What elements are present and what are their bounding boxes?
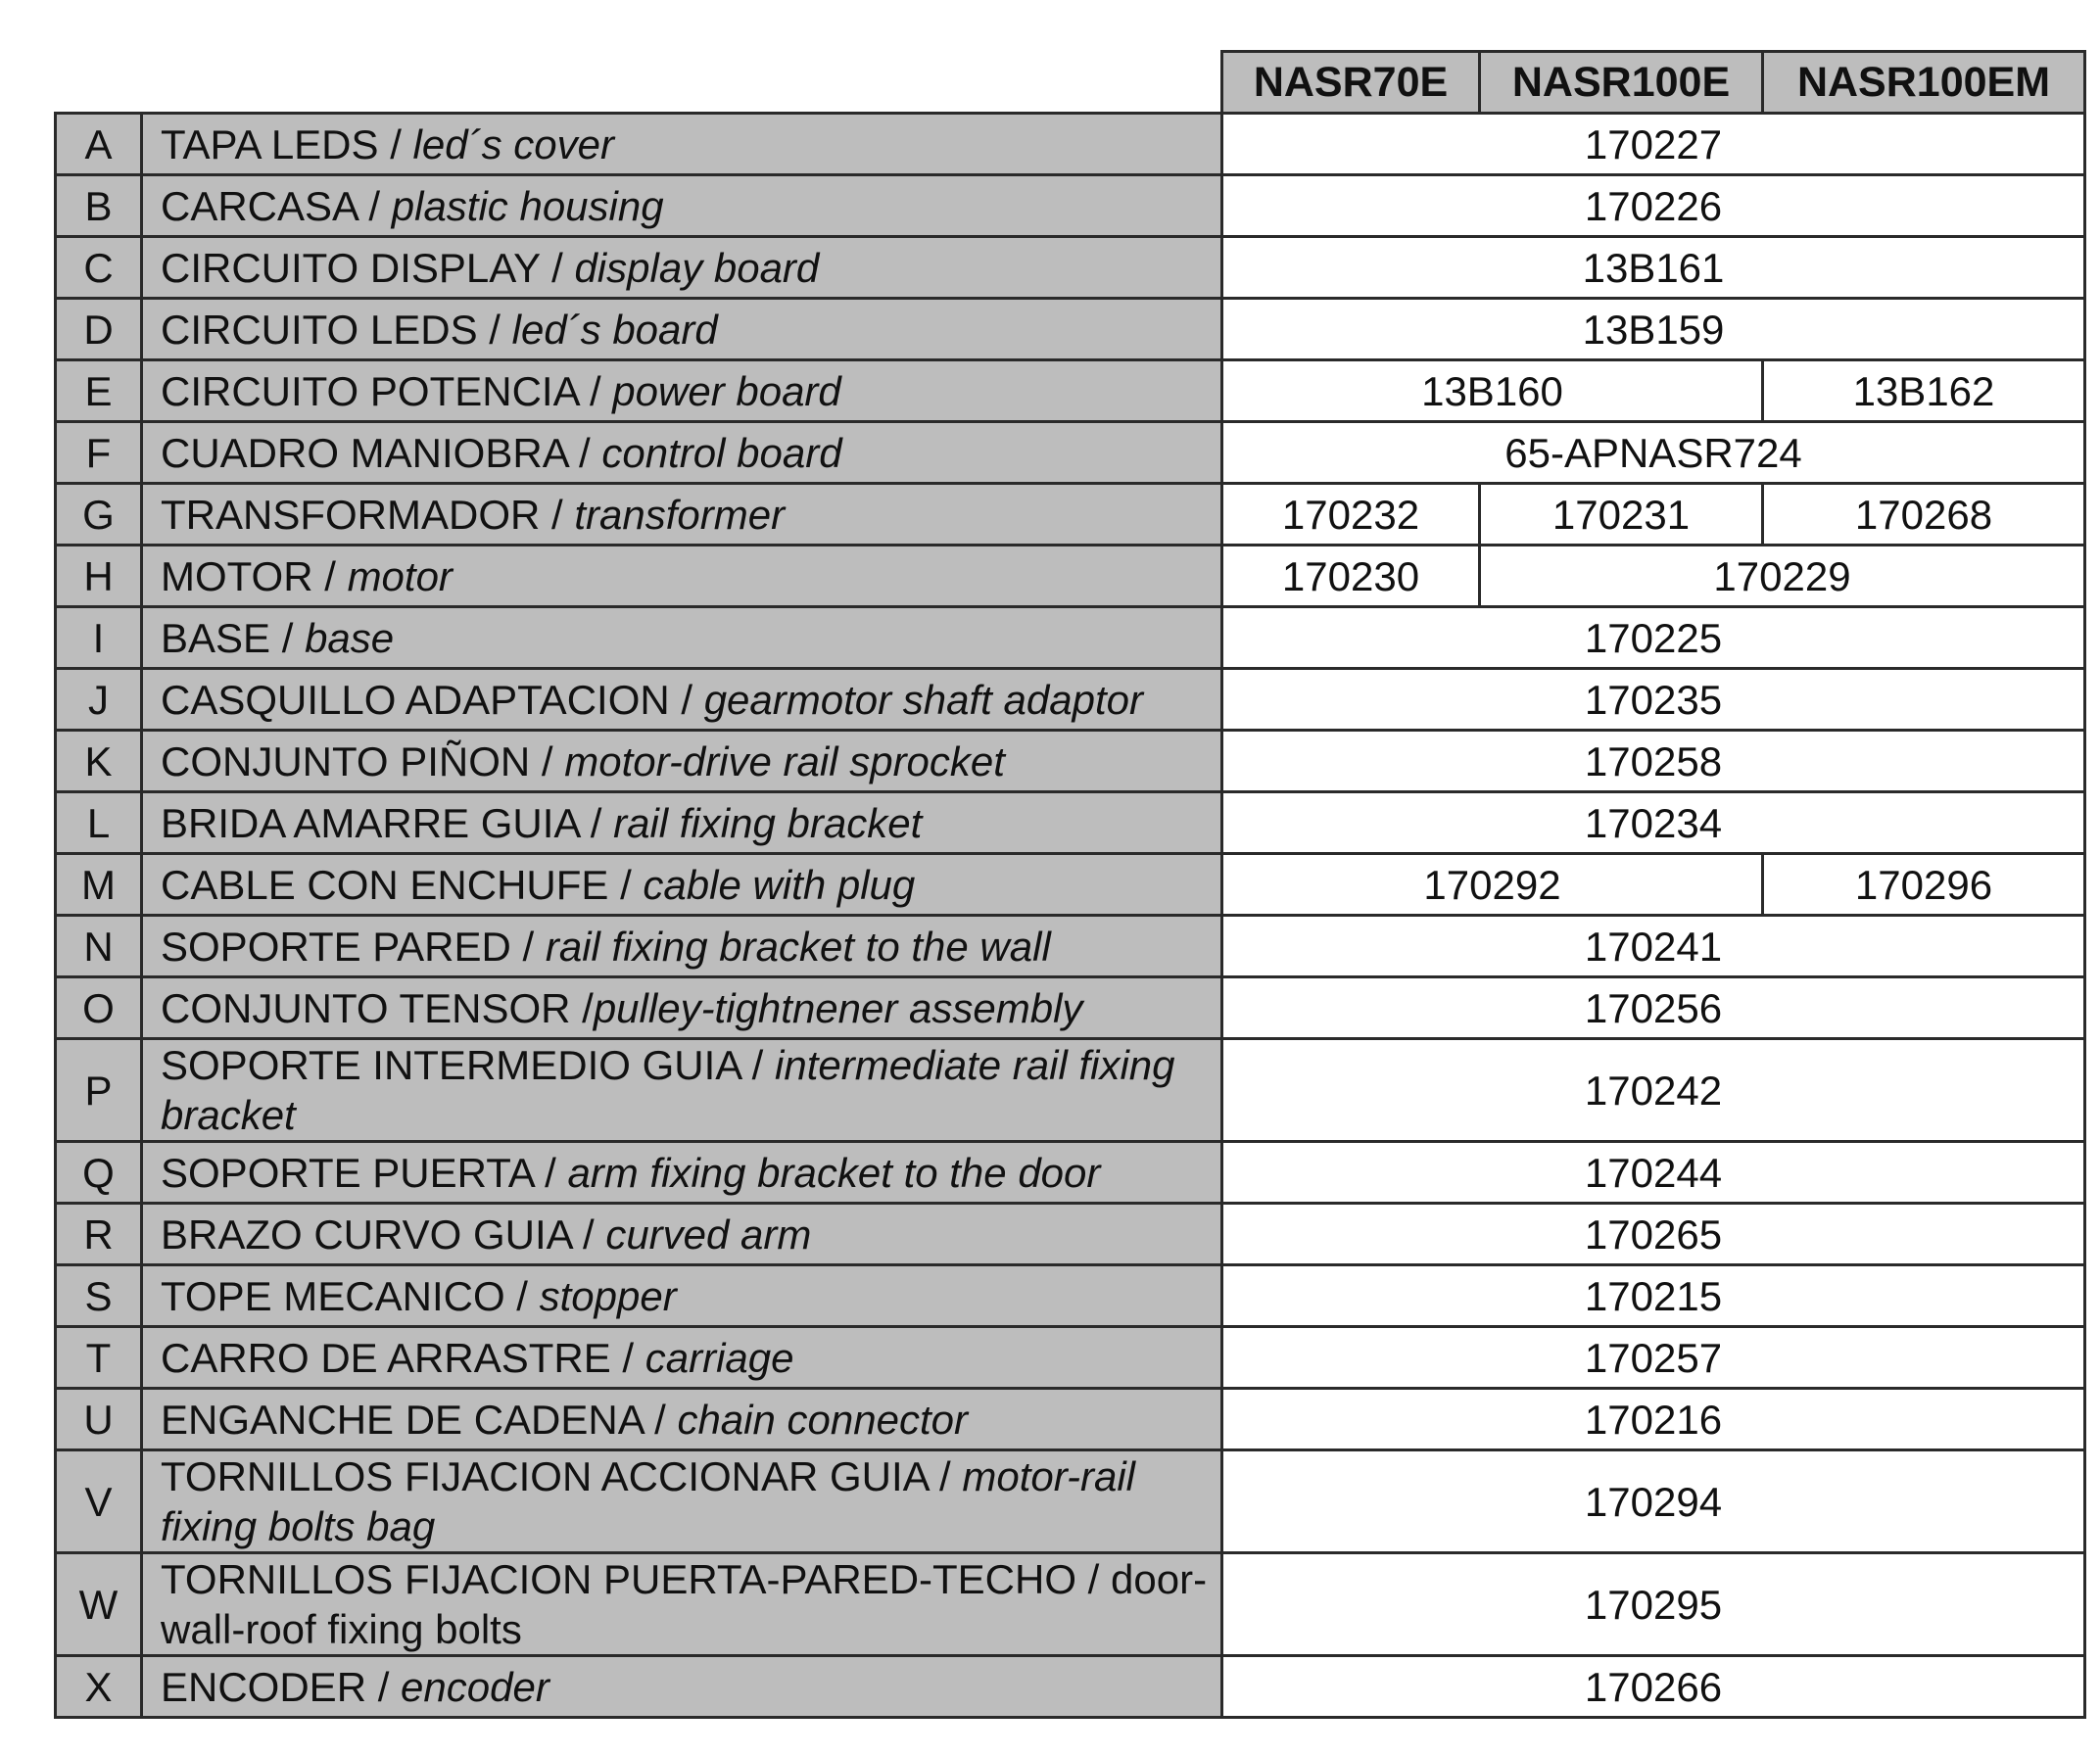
part-name-en: curved arm [605, 1211, 812, 1258]
part-description [142, 1327, 1222, 1389]
part-name-es: TAPA LEDS / [161, 120, 413, 167]
part-letter: V [56, 1450, 142, 1553]
part-code: 170227 [1222, 114, 2085, 175]
part-code: 13B159 [1222, 299, 2085, 360]
part-name-es: ENGANCHE DE CADENA / [161, 1396, 678, 1443]
part-name-es: BRIDA AMARRE GUIA / [161, 799, 614, 846]
part-name-en: rail fixing bracket to the wall [545, 923, 1051, 970]
part-name-en: chain connector [677, 1396, 968, 1443]
part-code: 170226 [1222, 175, 2085, 237]
part-code: 170266 [1222, 1656, 2085, 1718]
part-code: 170235 [1222, 669, 2085, 731]
part-code: 170242 [1222, 1039, 2085, 1142]
part-code: 170294 [1222, 1450, 2085, 1553]
part-letter: J [56, 669, 142, 731]
table-row [56, 299, 2085, 360]
part-name-es: CONJUNTO PIÑON / [161, 737, 565, 784]
part-name-en: base [305, 614, 395, 661]
part-description [142, 1389, 1222, 1450]
part-code: 13B161 [1222, 237, 2085, 299]
part-description [142, 360, 1222, 422]
part-name-es: TORNILLOS FIJACION PUERTA-PARED-TECHO / door-wall-roof fixing bolts [161, 1556, 1208, 1652]
header-spacer [56, 52, 1222, 114]
part-code: 170292 [1222, 854, 1763, 916]
part-name-en: gearmotor shaft adaptor [703, 676, 1143, 723]
part-name-es: CARRO DE ARRASTRE / [161, 1334, 645, 1381]
part-description [142, 299, 1222, 360]
part-description [142, 916, 1222, 977]
table-row [56, 1450, 2085, 1553]
part-code: 170296 [1763, 854, 2085, 916]
table-row [56, 360, 2085, 422]
header-row [56, 52, 2085, 114]
part-name-es: TORNILLOS FIJACION ACCIONAR GUIA / [161, 1453, 963, 1499]
part-description [142, 792, 1222, 854]
part-name-es: BASE / [161, 614, 306, 661]
table-row [56, 1327, 2085, 1389]
part-description [142, 669, 1222, 731]
part-name-en: plastic housing [391, 182, 664, 229]
table-row [56, 792, 2085, 854]
part-description [142, 977, 1222, 1039]
part-description [142, 422, 1222, 484]
part-code: 170256 [1222, 977, 2085, 1039]
part-description [142, 1039, 1222, 1142]
part-name-es: TRANSFORMADOR / [161, 491, 575, 538]
part-code: 170295 [1222, 1553, 2085, 1656]
model-header: NASR100E [1480, 52, 1763, 114]
part-name-en: carriage [644, 1334, 794, 1381]
part-letter: U [56, 1389, 142, 1450]
table-row [56, 607, 2085, 669]
part-code: 170225 [1222, 607, 2085, 669]
table-row [56, 422, 2085, 484]
table-row [56, 1204, 2085, 1265]
part-letter: D [56, 299, 142, 360]
part-name-en: cable with plug [643, 861, 916, 908]
part-description [142, 175, 1222, 237]
part-letter: T [56, 1327, 142, 1389]
part-name-en: control board [601, 429, 842, 476]
part-code: 65-APNASR724 [1222, 422, 2085, 484]
part-letter: H [56, 546, 142, 607]
table-row [56, 114, 2085, 175]
part-description [142, 114, 1222, 175]
part-name-es: BRAZO CURVO GUIA / [161, 1211, 606, 1258]
part-name-es: CIRCUITO DISPLAY / [161, 244, 575, 291]
part-description [142, 1142, 1222, 1204]
model-header: NASR100EM [1763, 52, 2085, 114]
part-letter: Q [56, 1142, 142, 1204]
part-name-en: motor-drive rail sprocket [564, 737, 1005, 784]
part-code: 170230 [1222, 546, 1480, 607]
part-name-es: SOPORTE PUERTA / [161, 1149, 568, 1196]
part-code: 13B162 [1763, 360, 2085, 422]
part-name-es: CONJUNTO TENSOR / [161, 984, 594, 1031]
part-code: 170234 [1222, 792, 2085, 854]
part-letter: R [56, 1204, 142, 1265]
table-row [56, 484, 2085, 546]
part-name-es: SOPORTE INTERMEDIO GUIA / [161, 1042, 775, 1088]
part-name-en: stopper [539, 1272, 677, 1319]
part-name-en: led´s cover [412, 120, 614, 167]
table-row [56, 1656, 2085, 1718]
part-code: 170232 [1222, 484, 1480, 546]
table-row [56, 977, 2085, 1039]
table-row [56, 916, 2085, 977]
table-row [56, 1553, 2085, 1656]
table-row [56, 546, 2085, 607]
part-name-en: motor-rail fixing bolts bag [161, 1453, 1135, 1549]
part-name-es: CUADRO MANIOBRA / [161, 429, 602, 476]
model-header: NASR70E [1222, 52, 1480, 114]
part-name-en: arm fixing bracket to the door [567, 1149, 1101, 1196]
table-row [56, 1389, 2085, 1450]
part-description [142, 237, 1222, 299]
part-letter: L [56, 792, 142, 854]
part-letter: S [56, 1265, 142, 1327]
part-code: 170215 [1222, 1265, 2085, 1327]
part-code: 170216 [1222, 1389, 2085, 1450]
part-letter: K [56, 731, 142, 792]
table-row [56, 854, 2085, 916]
part-name-es: MOTOR / [161, 552, 348, 599]
part-code: 13B160 [1222, 360, 1763, 422]
part-code: 170257 [1222, 1327, 2085, 1389]
part-description [142, 1450, 1222, 1553]
part-letter: E [56, 360, 142, 422]
part-name-en: rail fixing bracket [613, 799, 923, 846]
part-name-en: pulley-tightnener assembly [593, 984, 1083, 1031]
part-name-es: CIRCUITO LEDS / [161, 306, 512, 353]
part-letter: B [56, 175, 142, 237]
part-letter: F [56, 422, 142, 484]
part-name-en: motor [347, 552, 453, 599]
part-name-es: SOPORTE PARED / [161, 923, 546, 970]
part-name-es: CASQUILLO ADAPTACION / [161, 676, 704, 723]
part-letter: X [56, 1656, 142, 1718]
part-code: 170241 [1222, 916, 2085, 977]
part-letter: N [56, 916, 142, 977]
part-code: 170244 [1222, 1142, 2085, 1204]
parts-body [56, 114, 2085, 1718]
part-name-es: ENCODER / [161, 1663, 402, 1710]
part-code: 170265 [1222, 1204, 2085, 1265]
part-letter: W [56, 1553, 142, 1656]
part-name-en: intermediate rail fixing bracket [161, 1042, 1175, 1138]
part-description [142, 1553, 1222, 1656]
part-code: 170268 [1763, 484, 2085, 546]
part-name-es: TOPE MECANICO / [161, 1272, 540, 1319]
part-letter: G [56, 484, 142, 546]
part-name-en: display board [574, 244, 820, 291]
part-description [142, 731, 1222, 792]
table-row [56, 1265, 2085, 1327]
table-row [56, 731, 2085, 792]
part-name-es: CIRCUITO POTENCIA / [161, 367, 613, 414]
part-letter: P [56, 1039, 142, 1142]
part-description [142, 1265, 1222, 1327]
part-code: 170229 [1480, 546, 2085, 607]
part-name-en: transformer [574, 491, 786, 538]
part-description [142, 1204, 1222, 1265]
part-description [142, 484, 1222, 546]
table-row [56, 175, 2085, 237]
part-code: 170258 [1222, 731, 2085, 792]
table-row [56, 237, 2085, 299]
part-name-es: CARCASA / [161, 182, 392, 229]
part-name-en: encoder [401, 1663, 549, 1710]
part-description [142, 607, 1222, 669]
part-letter: M [56, 854, 142, 916]
part-name-es: CABLE CON ENCHUFE / [161, 861, 644, 908]
part-name-en: power board [612, 367, 841, 414]
part-code: 170231 [1480, 484, 1763, 546]
part-name-en: led´s board [511, 306, 718, 353]
table-row [56, 1039, 2085, 1142]
parts-table [54, 50, 2086, 1719]
part-letter: I [56, 607, 142, 669]
part-letter: A [56, 114, 142, 175]
part-description [142, 1656, 1222, 1718]
part-description [142, 854, 1222, 916]
part-letter: C [56, 237, 142, 299]
part-letter: O [56, 977, 142, 1039]
table-row [56, 1142, 2085, 1204]
part-description [142, 546, 1222, 607]
table-row [56, 669, 2085, 731]
